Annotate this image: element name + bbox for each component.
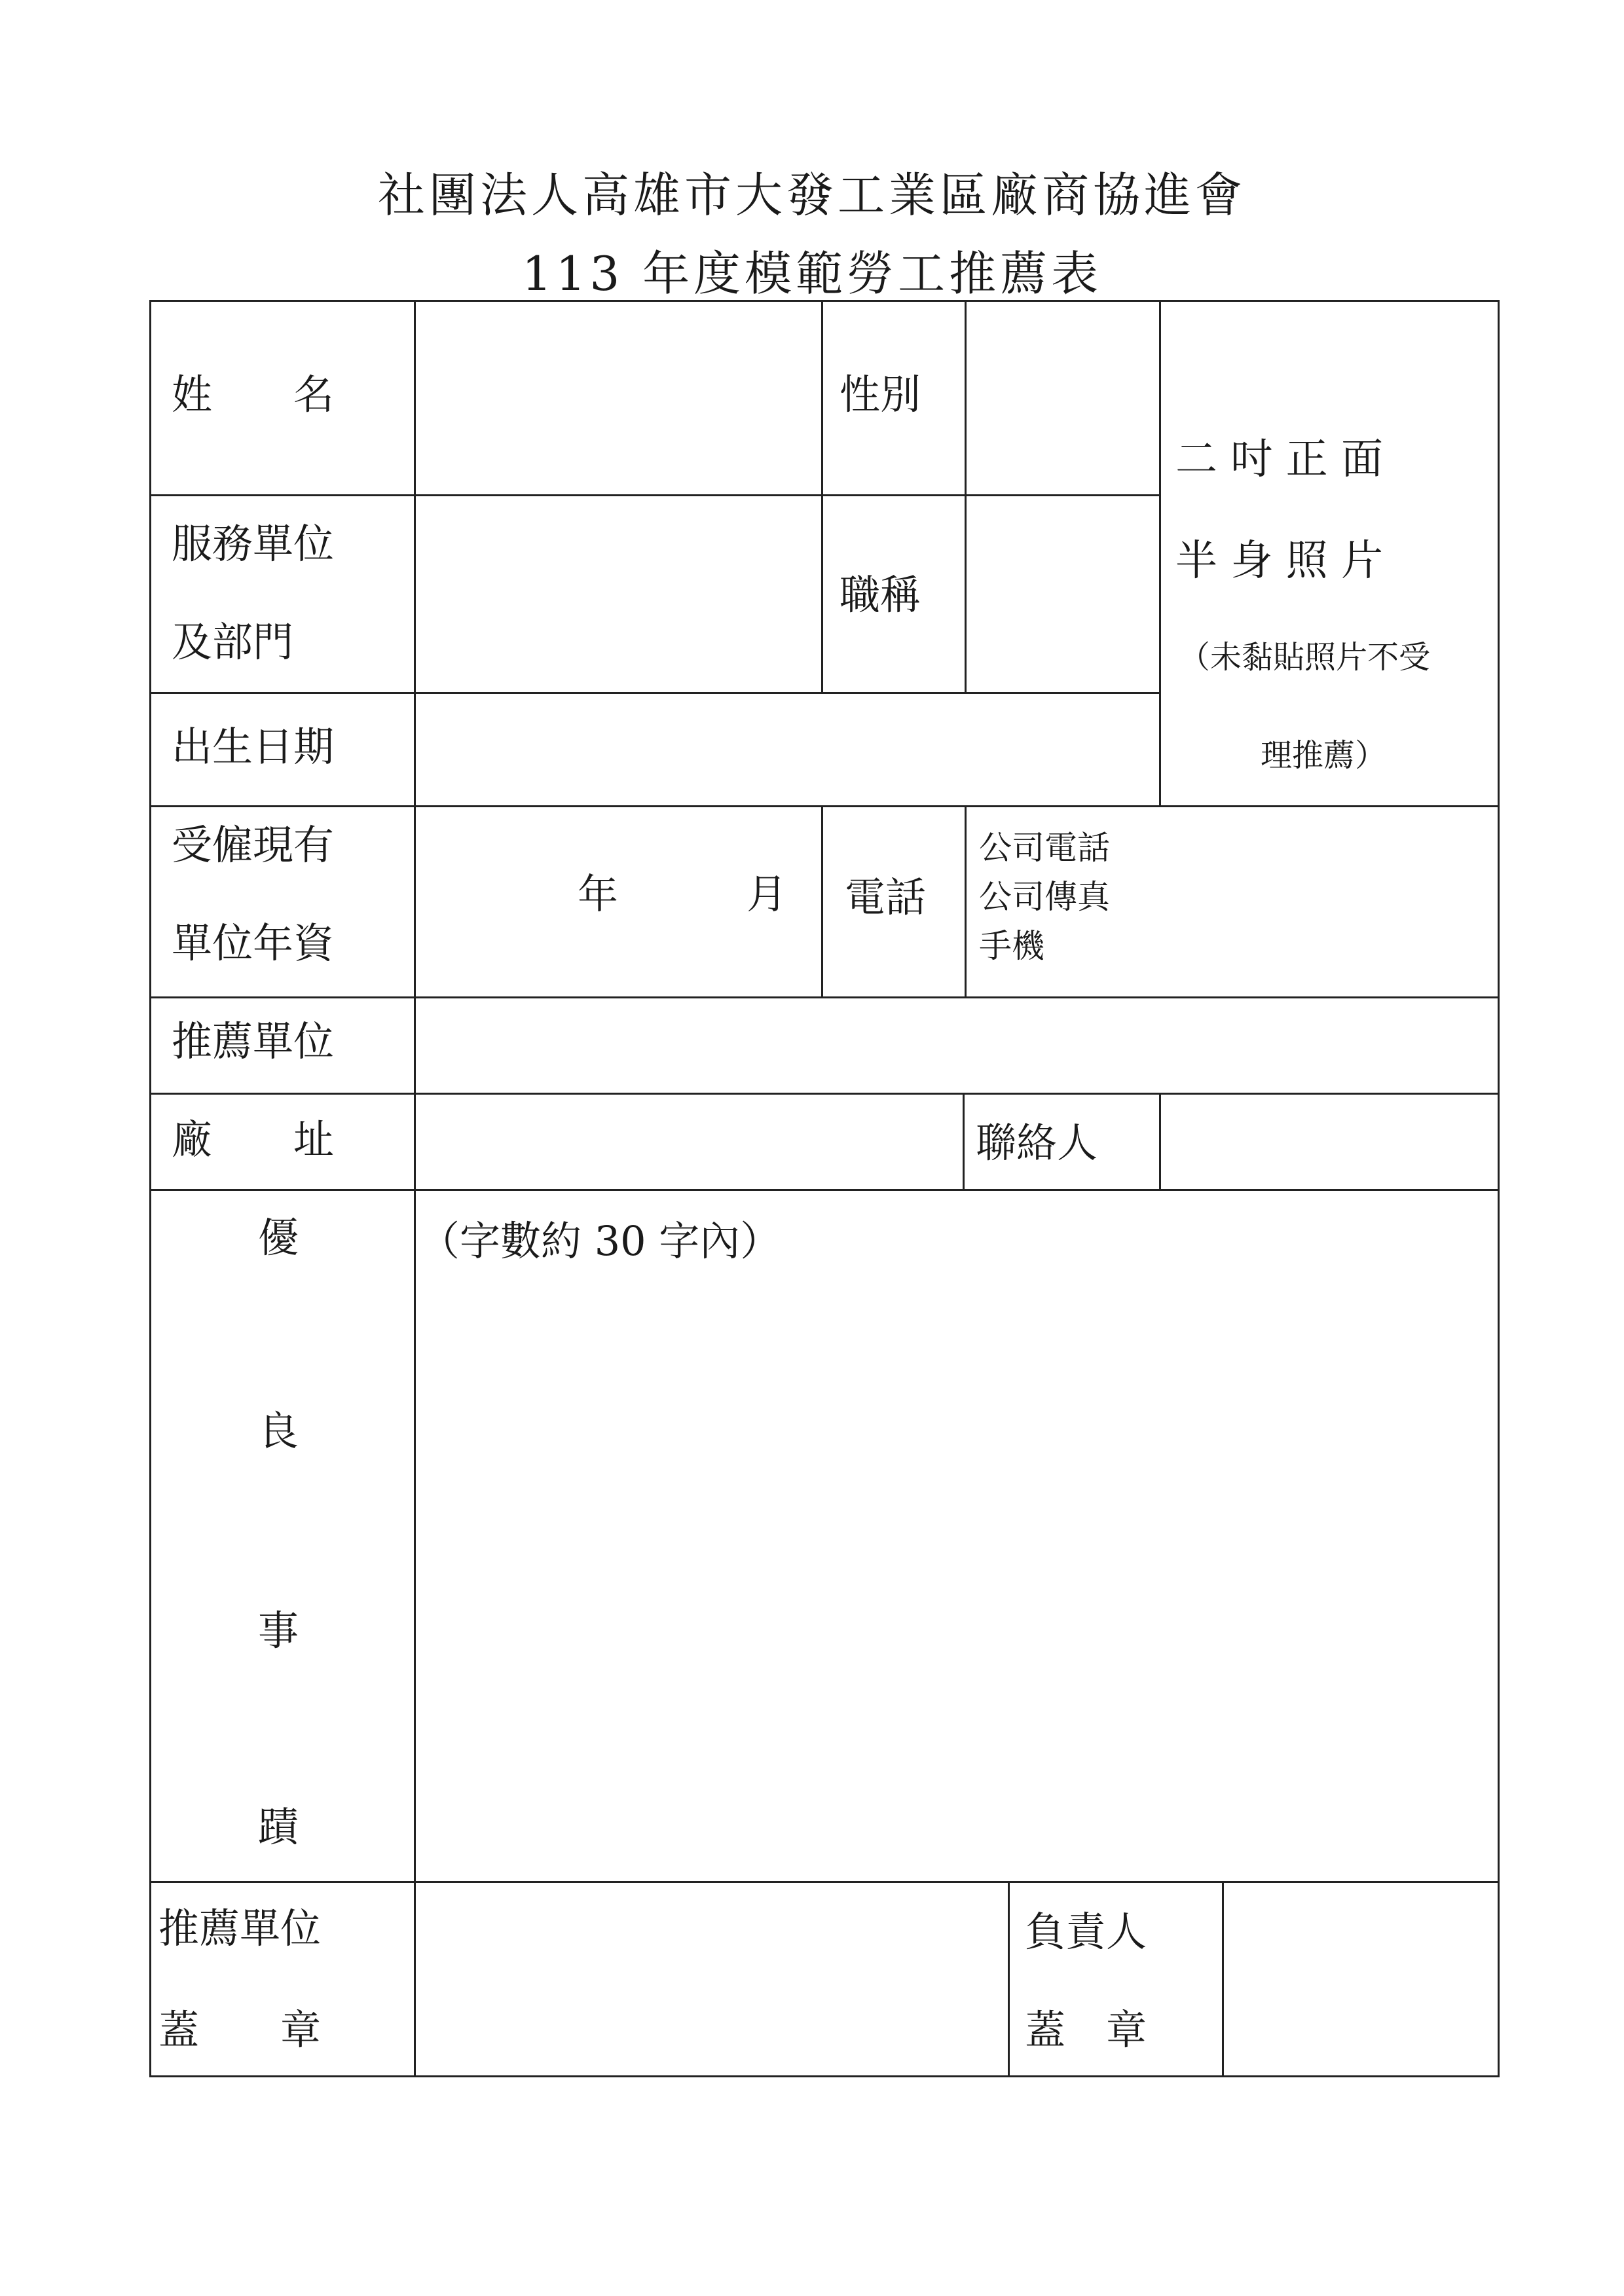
unit-label-line1: 服務單位 xyxy=(172,520,335,568)
gender-input[interactable] xyxy=(965,300,1161,496)
tenure-month-unit: 月 xyxy=(747,870,788,918)
stamp-head-label-line2: 蓋 章 xyxy=(1025,2006,1147,2054)
deeds-char-1: 優 xyxy=(258,1214,299,1262)
photo-note-line2: 理推薦） xyxy=(1261,737,1387,774)
address-label: 廠 址 xyxy=(172,1116,335,1163)
company-fax-label: 公司傳真 xyxy=(979,878,1110,916)
deeds-hint: （字數約 30 字內） xyxy=(419,1217,781,1265)
stamp-unit-label-line2: 蓋 章 xyxy=(158,2006,322,2054)
recommender-label: 推薦單位 xyxy=(172,1017,335,1065)
birth-input[interactable] xyxy=(414,692,1161,807)
address-input[interactable] xyxy=(414,1093,965,1191)
mobile-label: 手機 xyxy=(979,927,1044,965)
job-title-label: 職稱 xyxy=(840,571,921,619)
tenure-label-line2: 單位年資 xyxy=(172,919,335,967)
deeds-label-cell xyxy=(149,1189,416,1883)
tenure-label-line1: 受僱現有 xyxy=(172,821,335,869)
form-title: 113 年度模範勞工推薦表 xyxy=(521,246,1103,301)
stamp-head-label-line1: 負責人 xyxy=(1025,1908,1147,1956)
deeds-input[interactable] xyxy=(414,1189,1500,1883)
deeds-char-2: 良 xyxy=(258,1407,299,1455)
photo-instruction-line1: 二 吋 正 面 xyxy=(1175,435,1384,484)
stamp-unit-area[interactable] xyxy=(414,1881,1010,2077)
deeds-char-4: 蹟 xyxy=(258,1803,299,1851)
contact-label: 聯絡人 xyxy=(976,1119,1098,1167)
name-input[interactable] xyxy=(414,300,823,496)
contact-input[interactable] xyxy=(1159,1093,1500,1191)
name-label: 姓 名 xyxy=(172,371,335,418)
gender-label: 性別 xyxy=(840,371,921,418)
job-title-input[interactable] xyxy=(965,494,1161,694)
photo-note-line1: （未黏貼照片不受 xyxy=(1179,639,1431,676)
photo-instruction-line2: 半 身 照 片 xyxy=(1175,537,1384,585)
unit-label-line2: 及部門 xyxy=(172,618,294,666)
deeds-char-3: 事 xyxy=(258,1607,299,1654)
recommender-input[interactable] xyxy=(414,996,1500,1095)
stamp-unit-label-line1: 推薦單位 xyxy=(158,1904,322,1952)
company-phone-label: 公司電話 xyxy=(979,829,1110,867)
tenure-year-unit: 年 xyxy=(578,870,619,918)
org-title: 社團法人高雄市大發工業區廠商協進會 xyxy=(377,168,1246,223)
birth-label: 出生日期 xyxy=(172,723,335,771)
unit-input[interactable] xyxy=(414,494,823,694)
phone-label: 電話 xyxy=(845,873,927,921)
stamp-head-area[interactable] xyxy=(1222,1881,1500,2077)
